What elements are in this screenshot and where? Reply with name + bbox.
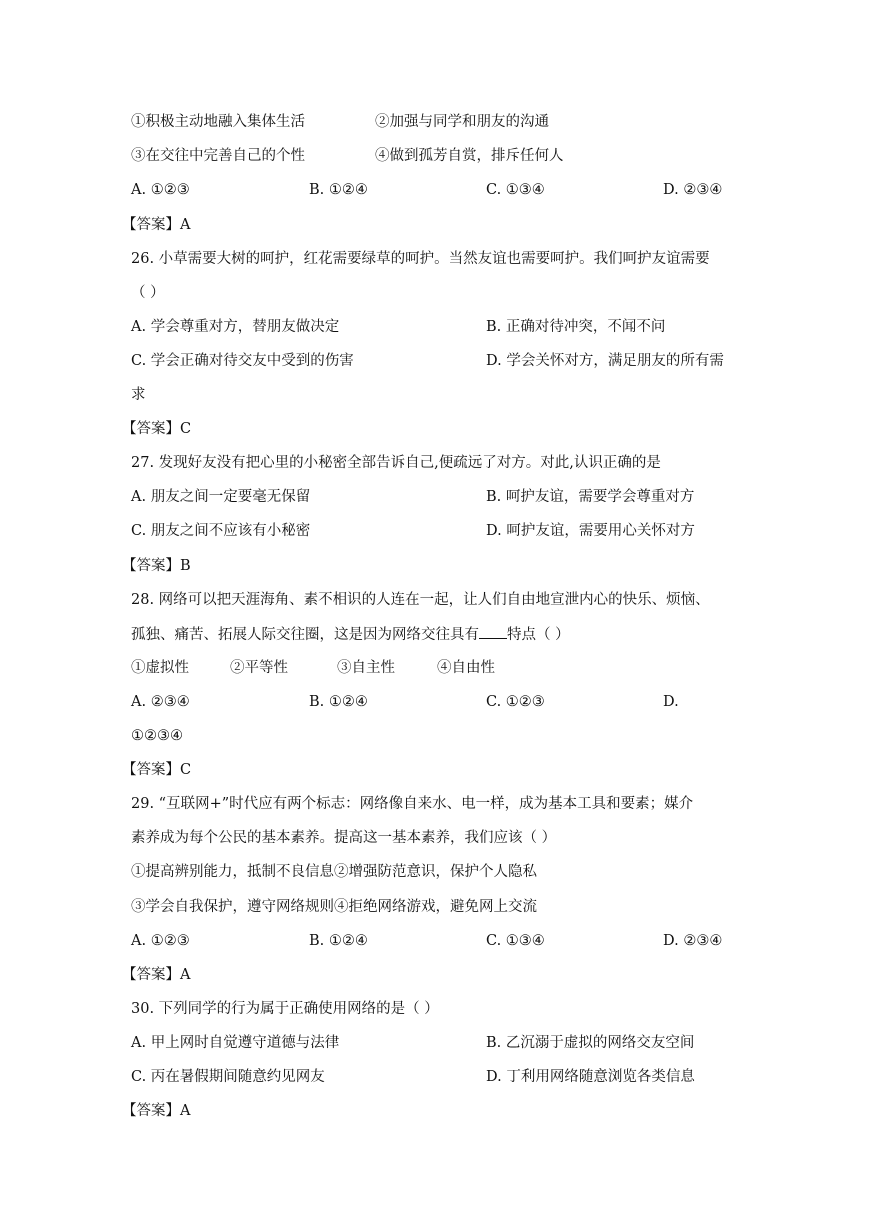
q30-option-d: D. 丁利用网络随意浏览各类信息 <box>486 1069 695 1085</box>
q28-option-d: D. <box>663 694 679 710</box>
q26-answer: 【答案】C <box>122 421 192 437</box>
q28-stem-line-2 <box>131 624 570 645</box>
q28-answer: 【答案】C <box>122 762 192 778</box>
q25-option-c: C. ①③④ <box>486 182 545 198</box>
q27-answer: 【答案】B <box>122 558 191 574</box>
q29-stem-line-2: 素养成为每个公民的基本素养。提高这一基本素养，我们应该（ ） <box>131 830 557 846</box>
q29-option-a: A. ①②③ <box>131 933 190 949</box>
q29-option-c: C. ①③④ <box>486 933 545 949</box>
q28-stem-part-b: 特点（ ） <box>507 627 570 643</box>
q28-statement-2: ②平等性 <box>230 660 288 676</box>
q29-option-b: B. ①②④ <box>309 933 368 949</box>
q29-statements-1-2: ①提高辨别能力，抵制不良信息②增强防范意识，保护个人隐私 <box>131 864 537 880</box>
q27-option-d: D. 呵护友谊，需要用心关怀对方 <box>486 523 695 539</box>
q28-statement-1: ①虚拟性 <box>131 660 189 676</box>
q30-option-b: B. 乙沉溺于虚拟的网络交友空间 <box>486 1035 695 1051</box>
q25-option-b: B. ①②④ <box>309 182 368 198</box>
q28-stem-line-1: 28. 网络可以把天涯海角、素不相识的人连在一起，让人们自由地宣泄内心的快乐、烦恼、 <box>131 592 710 608</box>
q25-option-d: D. ②③④ <box>663 182 723 198</box>
q26-option-b: B. 正确对待冲突，不闻不问 <box>486 319 666 335</box>
q28-statement-4: ④自由性 <box>437 660 495 676</box>
q26-option-c: C. 学会正确对待交友中受到的伤害 <box>131 353 354 369</box>
q30-option-a: A. 甲上网时自觉遵守道德与法律 <box>131 1035 340 1051</box>
q29-option-d: D. ②③④ <box>663 933 723 949</box>
q25-option-a: A. ①②③ <box>131 182 190 198</box>
q27-option-a: A. 朋友之间一定要毫无保留 <box>131 489 311 505</box>
q27-stem: 27. 发现好友没有把心里的小秘密全部告诉自己,便疏远了对方。对此,认识正确的是 <box>131 455 661 471</box>
q25-answer: 【答案】A <box>122 217 191 233</box>
q27-option-b: B. 呵护友谊，需要学会尊重对方 <box>486 489 695 505</box>
q27-option-c: C. 朋友之间不应该有小秘密 <box>131 523 311 539</box>
q25-statement-1: ①积极主动地融入集体生活 <box>131 114 305 130</box>
q29-stem-line-1: 29. “互联网+”时代应有两个标志：网络像自来水、电一样，成为基本工具和要素；媒介 <box>131 796 694 812</box>
q28-option-a: A. ②③④ <box>131 694 190 710</box>
q28-statement-3: ③自主性 <box>337 660 395 676</box>
q26-stem-line-1: 26. 小草需要大树的呵护，红花需要绿草的呵护。当然友谊也需要呵护。我们呵护友谊需要 <box>131 251 710 267</box>
q28-option-b: B. ①②④ <box>309 694 368 710</box>
q29-statements-3-4: ③学会自我保护，遵守网络规则④拒绝网络游戏，避免网上交流 <box>131 899 537 915</box>
q25-statement-3: ③在交往中完善自己的个性 <box>131 148 305 164</box>
q26-stem-line-2: （ ） <box>131 285 165 301</box>
q26-option-a: A. 学会尊重对方，替朋友做决定 <box>131 319 340 335</box>
q25-statement-4: ④做到孤芳自赏，排斥任何人 <box>375 148 564 164</box>
q30-stem: 30. 下列同学的行为属于正确使用网络的是（ ） <box>131 1001 439 1017</box>
q28-stem-part-a: 孤独、痛苦、拓展人际交往圈，这是因为网络交往具有 <box>131 627 479 643</box>
q26-option-d-continued: 求 <box>131 387 146 403</box>
q28-blank <box>479 624 507 639</box>
q25-statement-2: ②加强与同学和朋友的沟通 <box>375 114 549 130</box>
q30-answer: 【答案】A <box>122 1103 191 1119</box>
q26-option-d: D. 学会关怀对方，满足朋友的所有需 <box>486 353 724 369</box>
q28-option-d-continued: ①②③④ <box>131 728 183 744</box>
q29-answer: 【答案】A <box>122 967 191 983</box>
q28-option-c: C. ①②③ <box>486 694 545 710</box>
q30-option-c: C. 丙在暑假期间随意约见网友 <box>131 1069 325 1085</box>
